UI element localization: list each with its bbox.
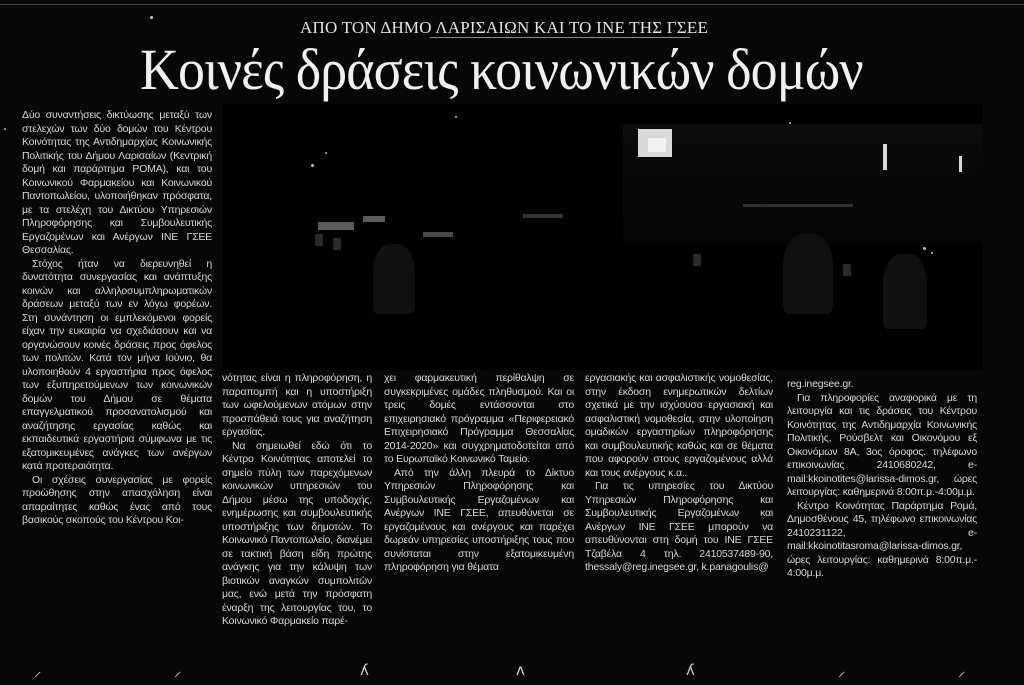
article-column-2 (222, 372, 372, 629)
print-speck (4, 128, 6, 130)
photo-chair (315, 234, 323, 246)
paragraph: Οι σχέσεις συνεργασίας με φορείς προώθησης στην απασχόληση είναι απαραίτητες καθώς ένας από τους βασικούς σκοπούς του Κέντρου Κοι- (22, 473, 212, 526)
photo-person (373, 244, 415, 314)
photo-light (325, 152, 327, 154)
photo-window (648, 138, 666, 152)
top-rule (0, 4, 1024, 5)
article-column-4 (585, 372, 773, 575)
photo-chair (333, 238, 341, 250)
photo-wall (623, 124, 983, 244)
photo-window (883, 144, 887, 170)
photo-chair (843, 264, 851, 276)
meeting-room-photo (223, 104, 983, 370)
scan-mark: ⸝ (174, 662, 182, 680)
scan-mark: ⸝ (34, 662, 42, 680)
paragraph: Στόχος ήταν να διερευνηθεί η δυνατότητα συνεργασίας και ανάπτυξης κοινών και αλληλοσυμπληρωματικών δράσεων μεταξύ των εν λόγω φορέων. Στη συνάντηση οι εμπλεκόμενοι φορείς είχαν την ευκαιρία να σχεδιάσουν και να οργανώσουν κοινές δράσεις προς όφελος των πολιτών. Κατά τον μήνα Ιούνιο, θα υλοποιηθούν 4 εργαστήρια προς όφελος των εξυπηρετούμενων των κοινωνικών δομών του Δήμου σε θέματα επαγγελματικού προσανατολισμού και αναζήτησης εργασίας καθώς και εκπαιδευτικά εργαστήρια σύμφωνα με τις εξατομικευμένες ανάγκες των ανέργων κατά προτεραιότητα. (22, 257, 212, 472)
scan-mark: ⸝ (838, 662, 846, 680)
photo-light (923, 247, 926, 250)
article-column-5 (787, 378, 977, 581)
paragraph: χει φαρμακευτική περίθαλψη σε συγκεκριμένες ομάδες πληθυσμού. Και οι τρεις δομές εντάσσονται στο επιχειρησιακό πρόγραμμα «Περιφερειακό Επιχειρησιακό Πρόγραμμα Θεσσαλίας 2014-2020» και συγχρηματοδοτείται από το Ευρωπαϊκό Κοινωνικό Ταμείο. (384, 372, 574, 465)
photo-person (883, 254, 927, 329)
photo-light (931, 252, 933, 254)
article-column-1 (22, 109, 212, 528)
scan-marks-row (0, 655, 1024, 685)
paragraph: νότητας είναι η πληροφόρηση, η παραπομπή και η υποστήριξη των ωφελούμενων ατόμων στην προσπάθειά τους για αναζήτηση εργασίας. (222, 372, 372, 438)
photo-light (311, 164, 314, 167)
paragraph: reg.inegsee.gr. (787, 378, 854, 390)
photo-desk (523, 214, 563, 218)
photo-person (783, 234, 833, 314)
article-headline: Κοινές δράσεις κοινωνικών δομών (140, 37, 863, 102)
paragraph: Να σημειωθεί εδώ ότι το Κέντρο Κοινότητας αποτελεί το σημείο πύλη των παρεχόμενων κοινωνικών υπηρεσιών του Δήμου μέσω της υποδοχής, ενημέρωσης και συμβουλευτικής υποστήριξης των δημοτών. Το Κοινωνικό Παντοπωλείο, διανέμει σε τακτική βάση είδη πρώτης ανάγκης για την κάλυψη των βιοτικών αναγκών συμπολιτών μας, ενώ μετά την πρόσφατη έναρξη της λειτουργίας του, το Κοινωνικό Φαρμακείο παρέ- (222, 439, 372, 627)
photo-desk (363, 216, 385, 222)
photo-window (959, 156, 962, 172)
photo-light (455, 116, 457, 118)
paragraph: εργασιακής και ασφαλιστικής νομοθεσίας, στην έκδοση ενημερωτικών δελτίων σχετικά με την ισχύουσα εργασιακή και ασφαλιστική νομοθεσία, στην υλοποίηση ομαδικών εργαστηρίων πληροφόρησης και συμβουλευτικής καθώς και σε θέματα που αφορούν στους εργαζομένους αλλά και τους ανέργους κ.α.. (585, 372, 773, 479)
photo-chair (693, 254, 701, 266)
photo-desk (743, 204, 853, 207)
photo-desk (423, 232, 453, 237)
scan-mark: ⸝ (958, 662, 966, 680)
paragraph: Δύο συναντήσεις δικτύωσης μεταξύ των στελεχών των δύο δομών του Κέντρου Κοινότητας της Αντιδημαρχίας Κοινωνικής Πολιτικής του Δήμου Λαρισαίων (Κεντρική δομή και παράρτημα ΡΟΜΑ), και του Κοινωνικού Φαρμακείου και Κοινωνικού Παντοπωλείου, υλοποιήθηκαν πρόσφατα, με τα στελέχη του Δικτύου Υπηρεσιών Πληροφόρησης και Συμβουλευτικής Εργαζομένων και Ανέργων ΙΝΕ ΓΣΕΕ Θεσσαλίας. (22, 109, 212, 256)
paragraph: Από την άλλη πλευρά το Δίκτυο Υπηρεσιών Πληροφόρησης και Συμβουλευτικής Εργαζομένων και Ανέργων ΙΝΕ ΓΣΕΕ, απευθύνεται σε εργαζομένους και ανέργους και παρέχει δωρεάν υπηρεσίες υποστήριξης τους που συνίσταται στην εξατομικευμένη πληροφόρηση για θέματα (384, 466, 574, 573)
article-kicker: ΑΠΟ ΤΟΝ ΔΗΜΟ ΛΑΡΙΣΑΙΩΝ ΚΑΙ ΤΟ ΙΝΕ ΤΗΣ ΓΣΕΕ (300, 18, 709, 37)
scan-mark: ʎ (686, 661, 695, 679)
photo-desk (318, 222, 354, 230)
scan-mark: ʎ (360, 661, 369, 679)
paragraph: Κέντρο Κοινότητας Παράρτημα Ρομά, Δημοσθένους 45, τηλέφωνο επικοινωνίας 2410231122, e-mail:kkoinotitasroma@larissa-dimos.gr, ώρες λειτουργίας: καθημερινά 8:00π.μ.- 4:00μ.μ. (787, 499, 977, 579)
article-column-3 (384, 372, 574, 575)
photo-light (789, 122, 791, 124)
print-speck (150, 16, 153, 19)
paragraph: Για πληροφορίες αναφορικά με τη λειτουργία και τις δράσεις του Κέντρου Κοινότητας της Αντιδημαρχία Κοινωνικής Πολιτικής, Ρούσβελτ και Οικονόμου εξ Οικονόμων 8Α, 3ος όροφος. τηλέφωνο επικοινωνίας 2410680242, e-mail:kkoinotites@larissa-dimos.gr, ώρες λειτουργίας: καθημερινά 8:00π.μ.-4:00μ.μ. (787, 391, 977, 498)
paragraph: Για τις υπηρεσίες του Δικτύου Υπηρεσιών Πληροφόρησης και Συμβουλευτικής Εργαζομένων και Ανέργων ΙΝΕ ΓΣΕΕ μπορούν να απευθύνονται στη δομή του ΙΝΕ ΓΣΕΕ Τζαβέλα 4 τηλ. 2410537489-90, thessaly@reg.inegsee.gr, k.panagoulis@ (585, 480, 773, 573)
scan-mark: ʌ (516, 661, 525, 679)
